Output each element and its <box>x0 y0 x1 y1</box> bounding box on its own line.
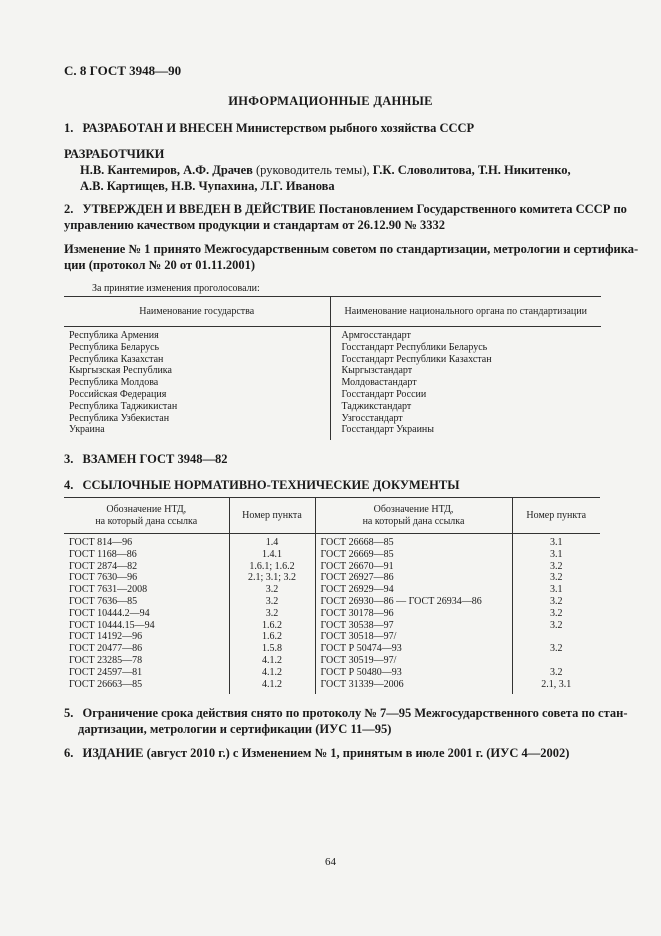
page-number: 64 <box>325 856 336 868</box>
refs-row <box>64 655 600 667</box>
refs-doc-left: ГОСТ 10444.15—94 <box>64 620 229 632</box>
refs-item-right <box>512 631 600 643</box>
refs-col-item-right: Номер пункта <box>512 498 600 534</box>
refs-doc-left: ГОСТ 23285—78 <box>64 655 229 667</box>
refs-doc-left: ГОСТ 814—96 <box>64 537 229 549</box>
item-4-number: 4. <box>64 478 74 492</box>
developers-names-b: Г.К. Словолитова, Т.Н. Никитенко, <box>372 163 571 177</box>
refs-doc-left: ГОСТ 26663—85 <box>64 679 229 691</box>
refs-col-doc-left-line2: на который дана ссылка <box>95 515 198 527</box>
vote-table <box>64 296 601 440</box>
item-5-number: 5. <box>64 706 74 720</box>
item-2-line-1 <box>64 201 627 217</box>
refs-item-right <box>512 655 600 667</box>
refs-item-left: 1.6.2 <box>229 620 315 632</box>
refs-item-left: 4.1.2 <box>229 655 315 667</box>
refs-item-left: 2.1; 3.1; 3.2 <box>229 572 315 584</box>
vote-row <box>64 413 601 425</box>
vote-country: Кыргызская Республика <box>64 365 330 377</box>
item-2-line-2: управлению качеством продукции и стандартам от 26.12.90 № 3332 <box>64 218 446 232</box>
refs-doc-right: ГОСТ 26930—86 — ГОСТ 26934—86 <box>315 596 512 608</box>
vote-row <box>64 365 601 377</box>
developers-line-2: А.В. Картищев, Н.В. Чупахина, Л.Г. Иванова <box>80 179 335 193</box>
refs-col-doc-left-line1: Обозначение НТД, <box>106 503 187 515</box>
refs-item-right: 3.1 <box>550 537 563 548</box>
refs-item-right: 3.2 <box>550 643 563 655</box>
item-2-lead: УТВЕРЖДЕН И ВВЕДЕН В ДЕЙСТВИЕ <box>82 202 316 216</box>
item-6-lead: ИЗДАНИЕ <box>82 746 144 760</box>
references-table-body <box>64 537 600 690</box>
vote-country: Российская Федерация <box>64 389 330 401</box>
item-3 <box>64 451 227 467</box>
refs-doc-right: ГОСТ 30178—96 <box>315 608 512 620</box>
refs-row <box>64 667 600 679</box>
refs-item-left: 1.6.2 <box>229 631 315 643</box>
refs-doc-right: ГОСТ 26927—86 <box>315 572 512 584</box>
refs-doc-left: ГОСТ 24597—81 <box>64 667 229 679</box>
item-1 <box>64 120 474 136</box>
refs-item-right: 2.1, 3.1 <box>541 678 572 690</box>
refs-doc-left: ГОСТ 14192—96 <box>64 631 229 643</box>
refs-row <box>64 679 600 691</box>
item-5-text: Ограничение срока действия снято по протоколу № 7—95 Межгосударственного совета по стан- <box>82 706 628 720</box>
refs-doc-right: ГОСТ 30519—97/ <box>315 655 512 667</box>
vote-country: Республика Узбекистан <box>64 413 330 425</box>
item-2-text: Постановлением Государственного комитета СССР по <box>318 202 627 216</box>
refs-item-right: 3.2 <box>550 619 563 631</box>
refs-item-left: 3.2 <box>229 584 315 596</box>
developers-names-a: Н.В. Кантемиров, А.Ф. Драчев <box>80 163 253 177</box>
item-1-lead: РАЗРАБОТАН И ВНЕСЕН <box>82 121 233 135</box>
item-3-text: ВЗАМЕН ГОСТ 3948—82 <box>82 452 228 466</box>
vote-row <box>64 389 601 401</box>
refs-col-doc-right-line1: Обозначение НТД, <box>373 503 454 515</box>
item-1-text: Министерством рыбного хозяйства СССР <box>235 121 475 135</box>
refs-item-left: 3.2 <box>229 596 315 608</box>
refs-item-right: 3.2 <box>550 572 563 584</box>
refs-row <box>64 643 600 655</box>
section-title: ИНФОРМАЦИОННЫЕ ДАННЫЕ <box>228 94 433 108</box>
refs-row <box>64 620 600 632</box>
item-4 <box>64 477 459 493</box>
refs-item-left: 1.4 <box>229 537 315 549</box>
vote-table-body <box>64 330 601 436</box>
refs-item-left: 3.2 <box>229 608 315 620</box>
refs-item-left: 1.6.1; 1.6.2 <box>229 561 315 573</box>
refs-item-left: 4.1.2 <box>229 667 315 679</box>
item-5-line-1 <box>64 705 628 721</box>
vote-body-name: Молдовастандарт <box>341 377 417 389</box>
vote-body-name: Таджикстандарт <box>341 400 412 412</box>
refs-row <box>64 608 600 620</box>
refs-doc-left: ГОСТ 7630—96 <box>64 572 229 584</box>
vote-country: Украина <box>64 424 330 436</box>
item-6-number: 6. <box>64 746 74 760</box>
refs-item-left: 1.4.1 <box>229 549 315 561</box>
refs-col-item-left: Номер пункта <box>229 498 315 534</box>
vote-body-name: Армгосстандарт <box>341 330 411 341</box>
refs-row <box>64 561 600 573</box>
refs-doc-right: ГОСТ 26929—94 <box>315 584 512 596</box>
change-line-2: ции (протокол № 20 от 01.11.2001) <box>64 258 256 272</box>
refs-doc-right: ГОСТ Р 50480—93 <box>315 667 512 679</box>
vote-body-name: Госстандарт Республики Казахстан <box>341 353 492 365</box>
vote-country: Республика Таджикистан <box>64 401 330 413</box>
developers-heading: РАЗРАБОТЧИКИ <box>64 147 165 161</box>
item-5-line-2: дартизации, метрологии и сертификации (ИУС 11—95) <box>78 722 392 736</box>
vote-body-name: Госстандарт Украины <box>341 424 434 436</box>
refs-col-doc-right-line2: на который дана ссылка <box>362 515 465 527</box>
refs-col-doc-right <box>315 498 512 534</box>
refs-item-right: 3.2 <box>550 666 563 678</box>
refs-doc-right: ГОСТ 26668—85 <box>315 537 512 549</box>
refs-doc-right: ГОСТ 26670—91 <box>315 561 512 573</box>
refs-doc-right: ГОСТ Р 50474—93 <box>315 643 512 655</box>
refs-doc-left: ГОСТ 20477—86 <box>64 643 229 655</box>
refs-row <box>64 584 600 596</box>
vote-body-name: Госстандарт Республики Беларусь <box>341 341 488 353</box>
vote-row <box>64 401 601 413</box>
item-6 <box>64 745 569 761</box>
change-line-1: Изменение № 1 принято Межгосударственным советом по стандартизации, метрологии и сертифика- <box>64 242 639 256</box>
vote-row <box>64 354 601 366</box>
developers-line-1 <box>80 162 571 178</box>
vote-col-body: Наименование национального органа по стандартизации <box>330 297 601 327</box>
refs-item-left: 1.5.8 <box>229 643 315 655</box>
vote-body-name: Кыргызстандарт <box>341 365 413 377</box>
vote-col-country: Наименование государства <box>64 297 330 327</box>
vote-body-name: Узгосстандарт <box>341 412 403 424</box>
refs-item-right: 3.2 <box>550 595 563 607</box>
vote-body-name: Госстандарт России <box>341 388 427 400</box>
vote-row <box>64 377 601 389</box>
refs-doc-left: ГОСТ 7636—85 <box>64 596 229 608</box>
vote-country: Республика Беларусь <box>64 342 330 354</box>
vote-caption: За принятие изменения проголосовали: <box>92 283 260 294</box>
refs-row <box>64 596 600 608</box>
refs-row <box>64 537 600 549</box>
refs-doc-right: ГОСТ 31339—2006 <box>315 679 512 691</box>
item-1-number: 1. <box>64 121 74 135</box>
refs-item-left: 4.1.2 <box>229 679 315 691</box>
vote-row <box>64 330 601 342</box>
refs-item-right: 3.2 <box>550 560 563 572</box>
vote-country: Республика Казахстан <box>64 354 330 366</box>
refs-doc-left: ГОСТ 10444.2—94 <box>64 608 229 620</box>
refs-doc-right: ГОСТ 30518—97/ <box>315 631 512 643</box>
page-header: С. 8 ГОСТ 3948—90 <box>64 63 182 78</box>
refs-doc-left: ГОСТ 2874—82 <box>64 561 229 573</box>
item-2-number: 2. <box>64 202 74 216</box>
vote-country: Республика Армения <box>64 330 330 342</box>
refs-item-right: 3.1 <box>550 584 563 596</box>
item-4-text: ССЫЛОЧНЫЕ НОРМАТИВНО-ТЕХНИЧЕСКИЕ ДОКУМЕНТЫ <box>82 478 460 492</box>
refs-doc-left: ГОСТ 1168—86 <box>64 549 229 561</box>
refs-item-right: 3.2 <box>550 607 563 619</box>
vote-row <box>64 424 601 436</box>
refs-doc-right: ГОСТ 26669—85 <box>315 549 512 561</box>
refs-row <box>64 631 600 643</box>
refs-doc-left: ГОСТ 7631—2008 <box>64 584 229 596</box>
vote-row <box>64 342 601 354</box>
refs-col-doc-left <box>64 498 229 534</box>
vote-country: Республика Молдова <box>64 377 330 389</box>
developers-role: (руководитель темы), <box>256 163 370 177</box>
references-table <box>64 497 600 694</box>
item-3-number: 3. <box>64 452 74 466</box>
item-6-text: (август 2010 г.) с Изменением № 1, принятым в июле 2001 г. (ИУС 4—2002) <box>146 746 570 760</box>
refs-row <box>64 549 600 561</box>
refs-doc-right: ГОСТ 30538—97 <box>315 620 512 632</box>
refs-row <box>64 572 600 584</box>
refs-item-right: 3.1 <box>550 548 563 560</box>
